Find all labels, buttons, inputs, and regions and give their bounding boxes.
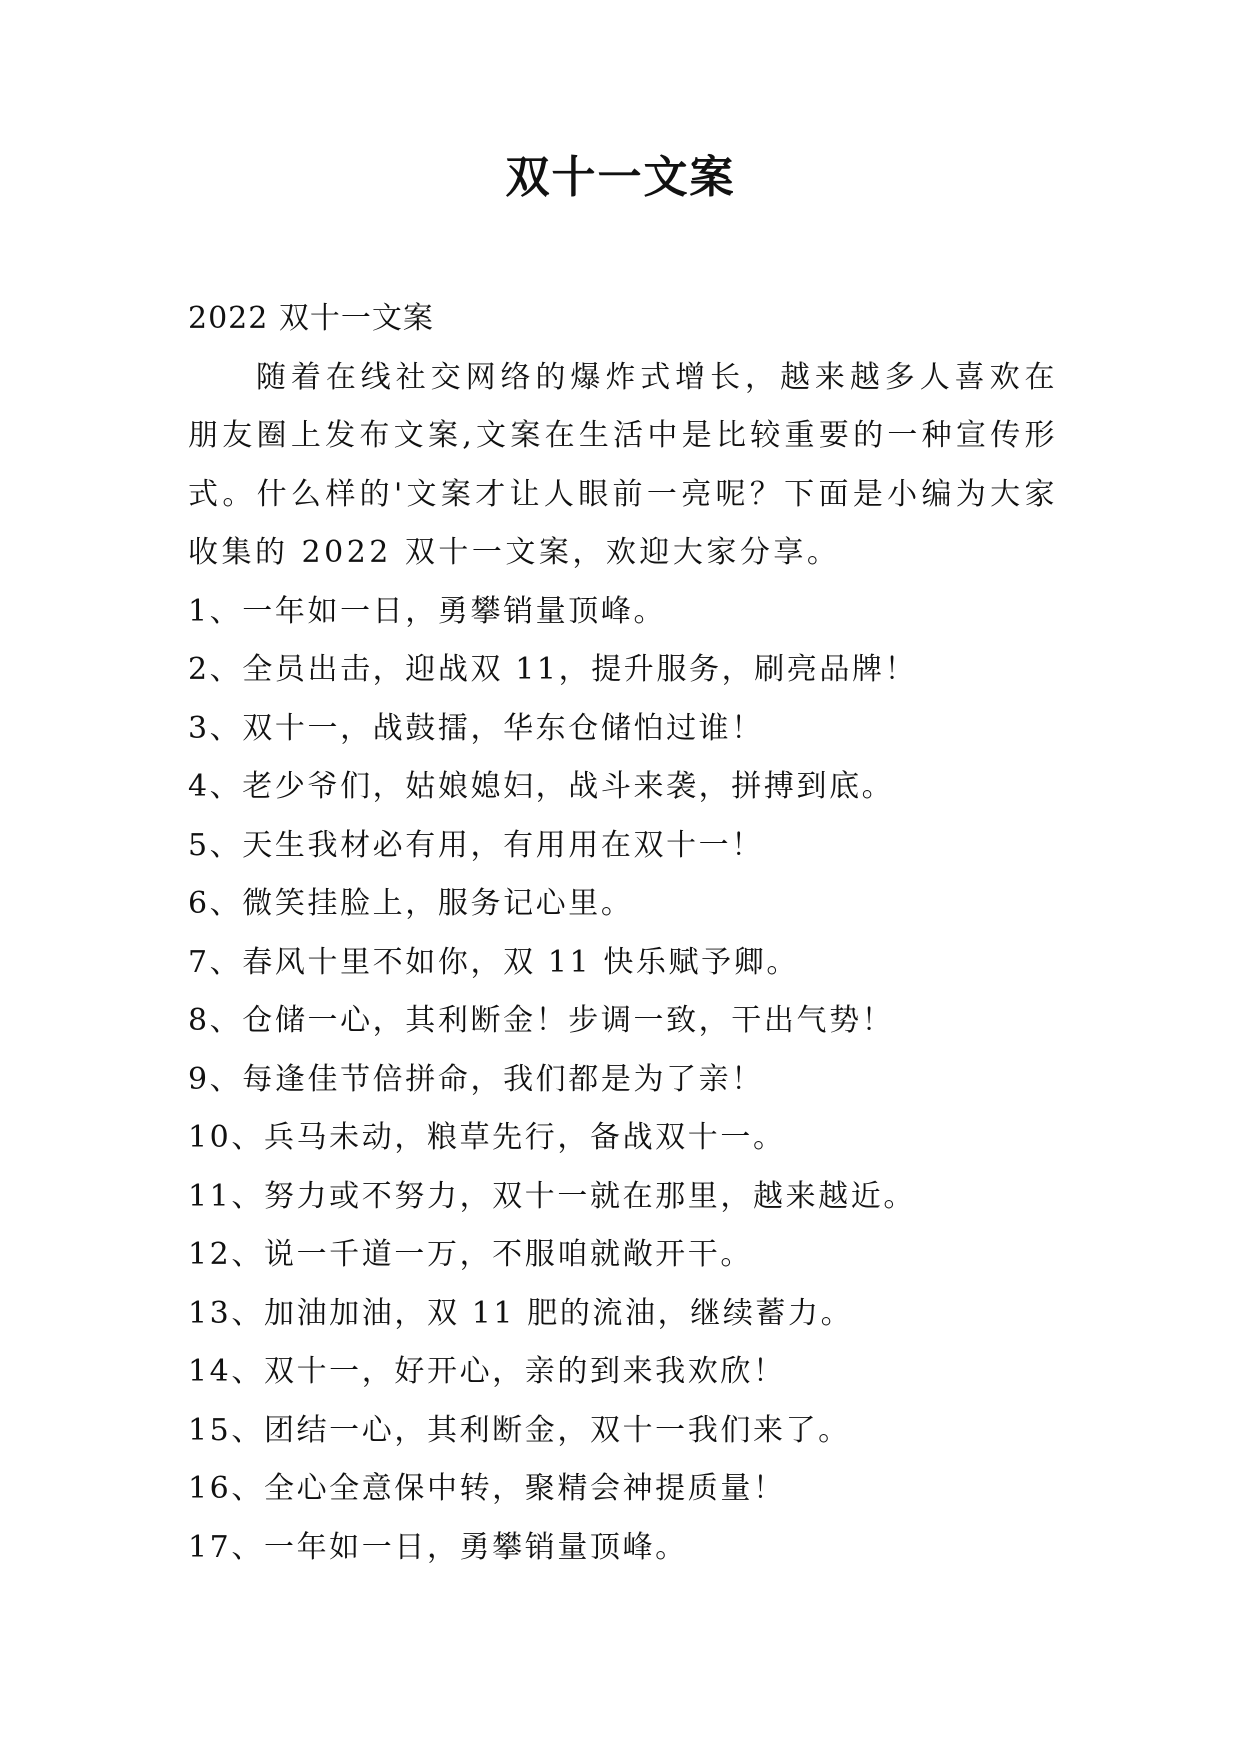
list-item: 3、双十一，战鼓擂，华东仓储怕过谁！ — [188, 710, 764, 746]
intro-paragraph: 随着在线社交网络的爆炸式增长，越来越多人喜欢在朋友圈上发布文案,文案在生活中是比较重要的一种宣传形式。什么样的'文案才让人眼前一亮呢？下面是小编为大家收集的 2022 双十一文案，欢迎大家分享。 — [188, 359, 1058, 570]
document-title: 双十一文案 — [505, 152, 736, 203]
list-item: 13、加油加油，双 11 肥的流油，继续蓄力。 — [188, 1295, 854, 1331]
document-body — [188, 290, 1058, 1577]
document-subtitle: 2022 双十一文案 — [188, 301, 434, 336]
list-item: 15、团结一心，其利断金，双十一我们来了。 — [188, 1412, 851, 1448]
list-item: 4、老少爷们，姑娘媳妇，战斗来袭，拼搏到底。 — [188, 769, 895, 804]
list-item: 10、兵马未动，粮草先行，备战双十一。 — [188, 1120, 786, 1155]
list-item: 17、一年如一日，勇攀销量顶峰。 — [188, 1529, 688, 1565]
list-item: 7、春风十里不如你，双 11 快乐赋予卿。 — [188, 944, 799, 980]
list-item: 2、全员出击，迎战双 11，提升服务，刷亮品牌！ — [188, 652, 918, 687]
list-item: 9、每逢佳节倍拼命，我们都是为了亲！ — [188, 1061, 764, 1097]
list-item: 8、仓储一心，其利断金！步调一致，干出气势！ — [188, 1003, 895, 1038]
list-item: 6、微笑挂脸上，服务记心里。 — [188, 886, 634, 921]
list-item: 1、一年如一日，勇攀销量顶峰。 — [188, 593, 667, 629]
list-item: 12、说一千道一万，不服咱就敞开干。 — [188, 1237, 753, 1272]
list-item: 11、努力或不努力，双十一就在那里，越来越近。 — [188, 1178, 916, 1214]
list-item: 14、双十一，好开心，亲的到来我欢欣！ — [188, 1354, 786, 1389]
list-item: 16、全心全意保中转，聚精会神提质量！ — [188, 1471, 786, 1506]
list-item: 5、天生我材必有用，有用用在双十一！ — [188, 827, 764, 863]
